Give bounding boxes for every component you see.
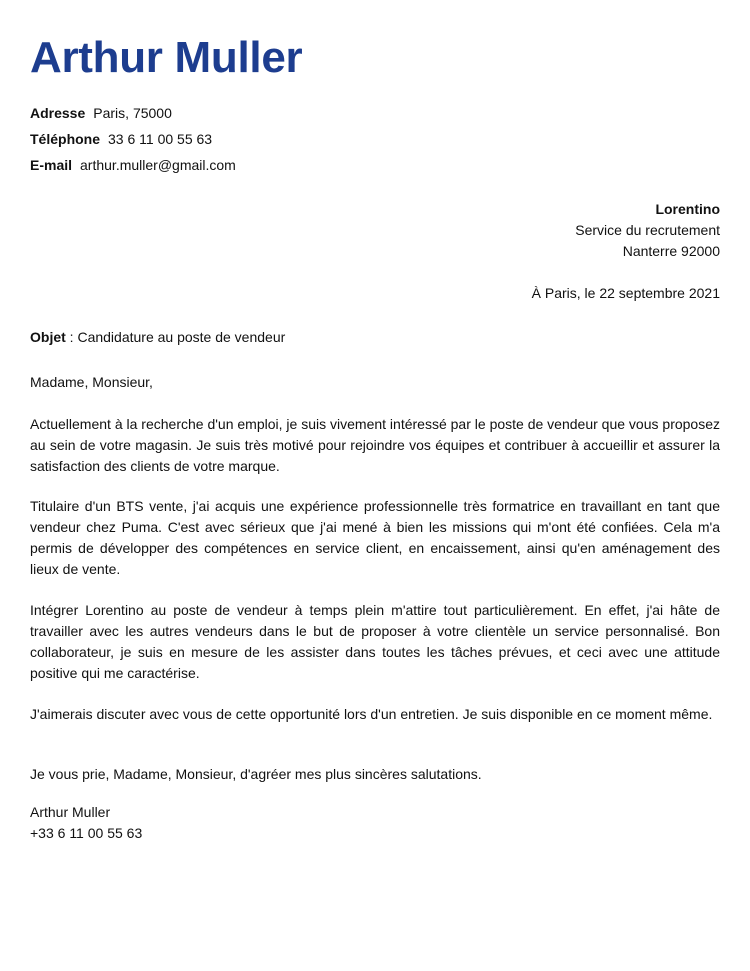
signature-name: Arthur Muller [30, 804, 111, 820]
phone-value: 33 6 11 00 55 63 [108, 131, 213, 147]
address-label: Adresse [30, 105, 86, 121]
body-paragraph-4: J'aimerais discuter avec vous de cette opportunité lors d'un entretien. Je suis disponible en ce moment même. [30, 706, 713, 722]
signature-block [30, 802, 142, 844]
letter-date: À Paris, le 22 septembre 2021 [531, 285, 720, 301]
body-paragraph-1: Actuellement à la recherche d'un emploi, je suis vivement intéressé par le poste de vendeur que vous proposez au sein de votre magasin. Je suis très motivé pour rejoindre vos équipes et contribuer à accueillir et assurer la satisfaction des clients de votre marque. [30, 416, 720, 474]
subject-separator: : [65, 329, 78, 345]
contact-email [30, 152, 236, 178]
closing-line: Je vous prie, Madame, Monsieur, d'agréer mes plus sincères salutations. [30, 766, 482, 782]
contact-address [30, 100, 236, 126]
recipient-department: Service du recrutement [575, 222, 720, 238]
subject-label: Objet [30, 329, 66, 345]
body-paragraph-2: Titulaire d'un BTS vente, j'ai acquis une expérience professionnelle très formatrice en travaillant en tant que vendeur chez Puma. C'est avec sérieux que j'ai mené à bien les missions qui m'ont été confiées. Cela m'a permis de développer des compétences en service client, en encaissement, ainsi qu'en aménagement des lieux de vente. [30, 498, 720, 577]
email-label: E-mail [30, 157, 73, 173]
address-value: Paris, 75000 [93, 105, 172, 121]
cover-letter-page [30, 0, 720, 971]
contact-phone [30, 126, 236, 152]
sender-name: Arthur Muller [30, 33, 303, 82]
phone-label: Téléphone [30, 131, 101, 147]
signature-phone: +33 6 11 00 55 63 [30, 825, 143, 841]
subject-text: Candidature au poste de vendeur [77, 329, 286, 345]
subject-line [30, 327, 285, 348]
recipient-block [575, 199, 720, 262]
greeting: Madame, Monsieur, [30, 374, 153, 390]
recipient-company: Lorentino [655, 201, 720, 217]
recipient-city: Nanterre 92000 [622, 243, 720, 259]
contact-block [30, 100, 236, 178]
email-value: arthur.muller@gmail.com [80, 157, 236, 173]
body-paragraph-3: Intégrer Lorentino au poste de vendeur à temps plein m'attire tout particulièrement. En effet, j'ai hâte de travailler avec les autres vendeurs dans le but de proposer à votre clientèle un service personnalisé. Bon collaborateur, je suis en mesure de les assister dans toutes les tâches prévues, et ceci avec une attitude positive qui me caractérise. [30, 602, 720, 681]
